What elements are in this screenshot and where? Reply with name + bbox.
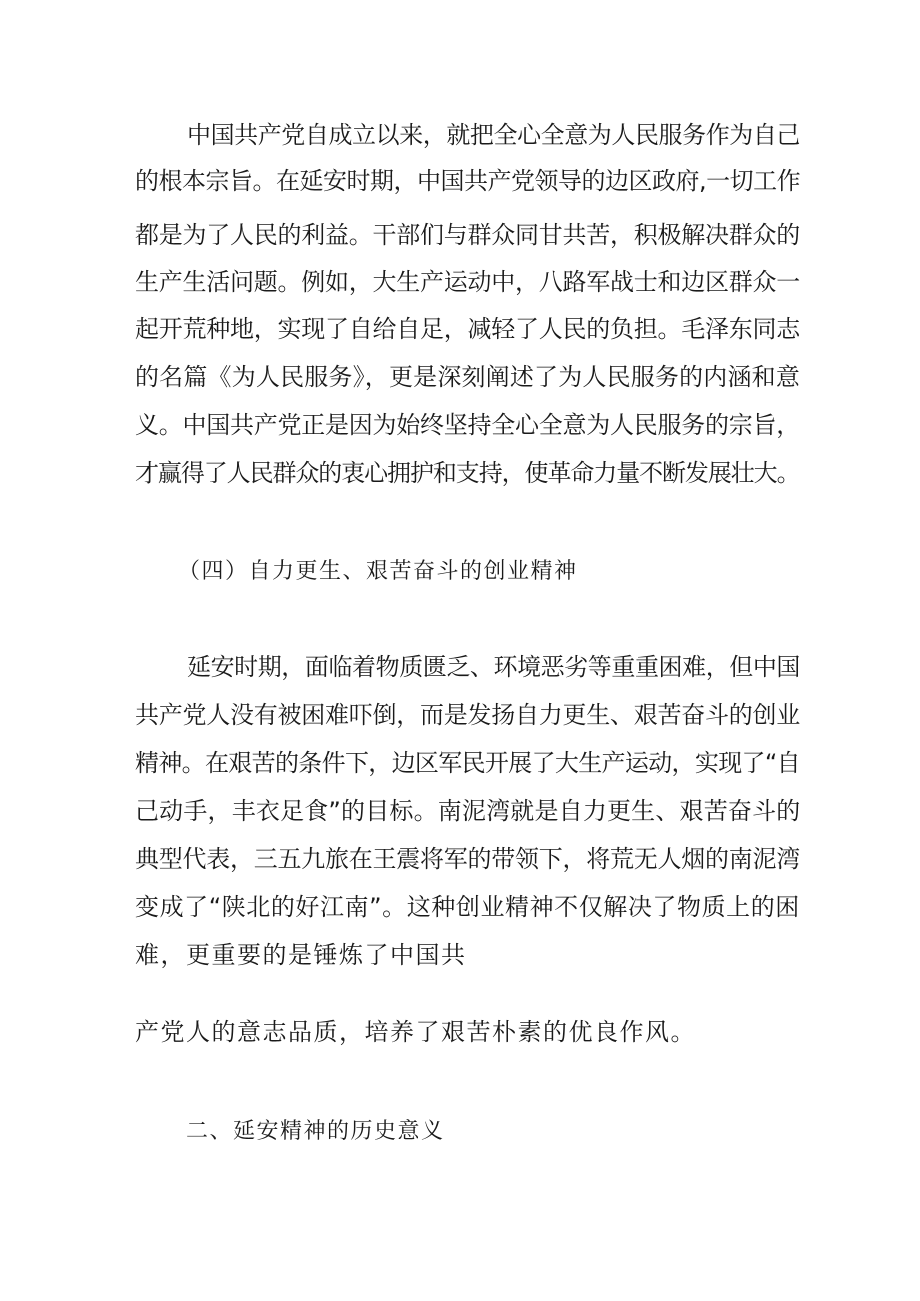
paragraph-3-line-1: 产党人的意志品质，培养了艰苦朴素的优良作风。 [135,1018,696,1046]
paragraph-1-line-2: 的根本宗旨。在延安时期，中国共产党领导的边区政府,一切工作 [135,167,801,195]
paragraph-2-line-5: 典型代表，三五九旅在王震将军的带领下，将荒无人烟的南泥湾 [135,845,800,873]
section-2-heading: 二、延安精神的历史意义 [186,1119,445,1144]
paragraph-1-line-1: 中国共产党自成立以来，就把全心全意为人民服务作为自己 [187,121,800,149]
paragraph-1-line-5: 起开荒种地，实现了自给自足，减轻了人民的负担。毛泽东同志 [135,315,800,343]
paragraph-2-line-3: 精神。在艰苦的条件下，边区军民开展了大生产运动，实现了“自 [135,749,800,777]
paragraph-2-line-2: 共产党人没有被困难吓倒，而是发扬自力更生、艰苦奋斗的创业 [135,701,800,729]
paragraph-1-line-7: 义。中国共产党正是因为始终坚持全心全意为人民服务的宗旨， [135,411,800,439]
paragraph-1-line-3: 都是为了人民的利益。干部们与群众同甘共苦，积极解决群众的 [135,221,800,249]
paragraph-1-line-8: 才赢得了人民群众的衷心拥护和支持，使革命力量不断发展壮大。 [135,459,800,487]
paragraph-2-line-4: 己动手，丰衣足食”的目标。南泥湾就是自力更生、艰苦奋斗的 [135,797,801,825]
paragraph-1-line-6: 的名篇《为人民服务》，更是深刻阐述了为人民服务的内涵和意 [135,363,800,391]
section-4-heading: （四）自力更生、艰苦奋斗的创业精神 [178,559,578,584]
paragraph-2-line-7: 难，更重要的是锤炼了中国共 [135,941,467,969]
paragraph-2-line-6: 变成了“陕北的好江南”。这种创业精神不仅解决了物质上的困 [135,893,800,921]
paragraph-2-line-1: 延安时期，面临着物质匮乏、环境恶劣等重重困难，但中国 [187,653,800,681]
paragraph-1-line-4: 生产生活问题。例如，大生产运动中，八路军战士和边区群众一 [135,268,800,296]
